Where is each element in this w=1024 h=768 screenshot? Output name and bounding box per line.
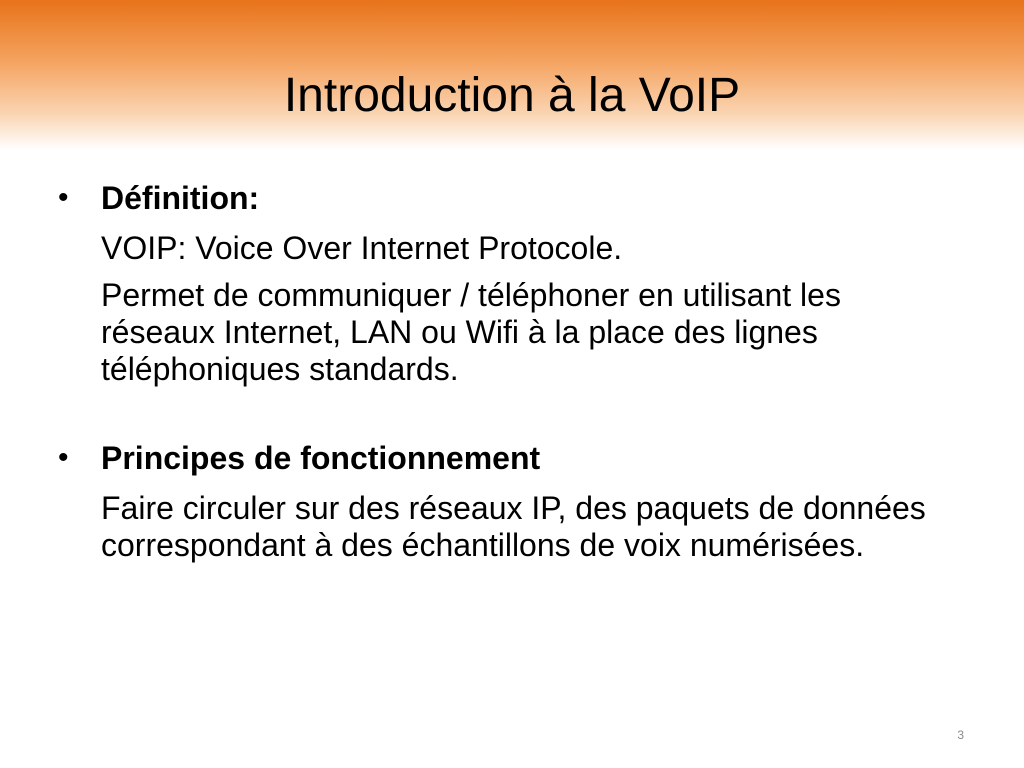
bullet-item [58,176,958,220]
slide-content [58,176,958,612]
slide-title: Introduction à la VoIP [283,69,741,122]
bullet-icon: • [58,441,69,474]
section-heading: Définition: [101,180,260,216]
section-heading: Principes de fonctionnement [101,440,541,476]
bullet-item [58,436,958,480]
section-definition [58,176,958,388]
page-number: 3 [957,728,964,742]
section-principles [58,436,958,564]
bullet-icon: • [58,181,69,214]
section-paragraph: Faire circuler sur des réseaux IP, des paquets de données correspondant à des échantillons de voix numérisées. [101,490,926,563]
section-paragraph: VOIP: Voice Over Internet Protocole. [101,230,623,266]
section-paragraph: Permet de communiquer / téléphoner en utilisant les réseaux Internet, LAN ou Wifi à la place des lignes téléphoniques standards. [101,277,841,387]
